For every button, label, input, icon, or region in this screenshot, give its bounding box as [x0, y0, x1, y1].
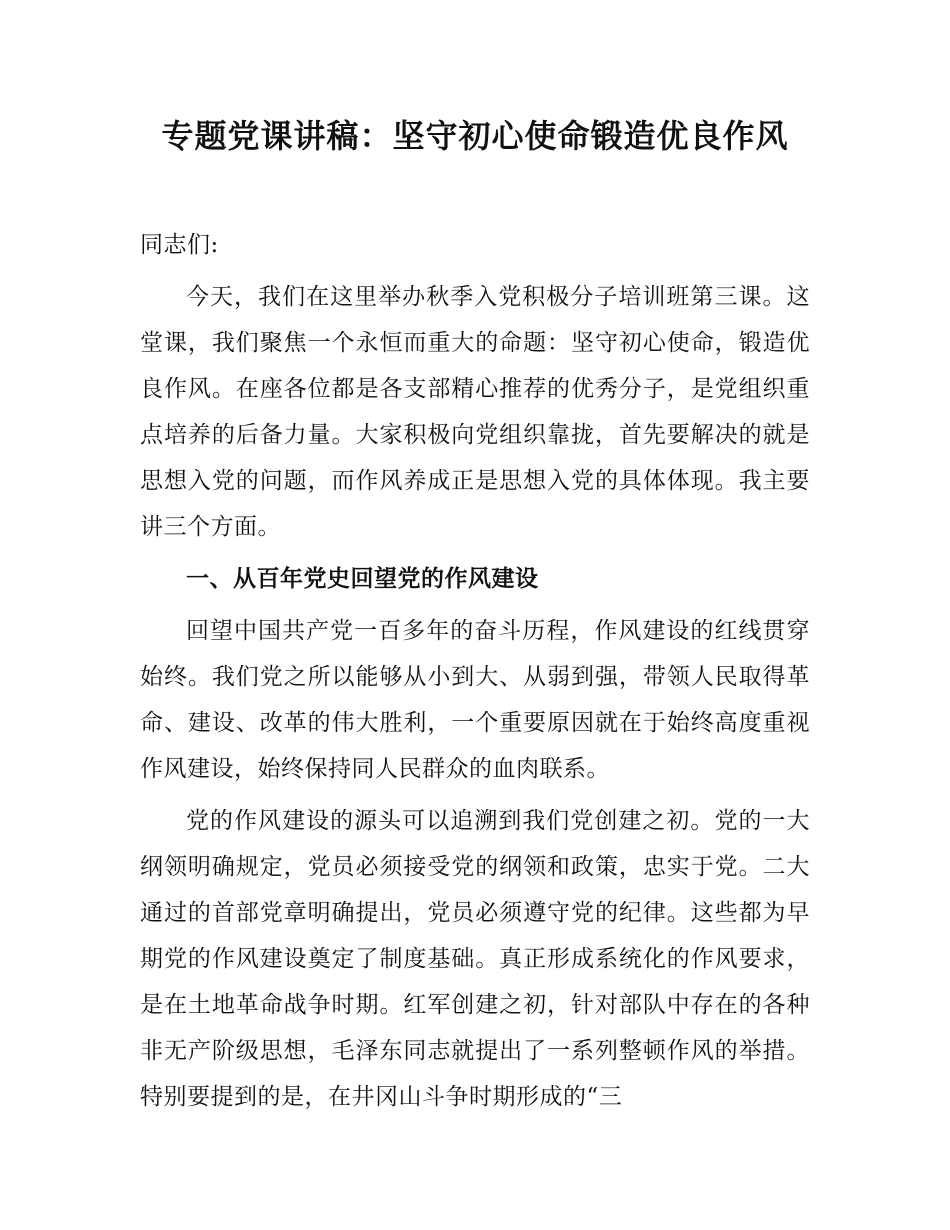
section-heading-1: 一、从百年党史回望党的作风建设: [186, 566, 539, 592]
greeting: 同志们:: [140, 232, 219, 258]
paragraph-section1-2: 党的作风建设的源头可以追溯到我们党创建之初。党的一大纲领明确规定，党员必须接受党的纲领和政策，忠实于党。二大通过的首部党章明确提出，党员必须遵守党的纪律。这些都为早期党的作风建设奠定了制度基础。真正形成系统化的作风要求，是在土地革命战争时期。红军创建之初，针对部队中存在的各种非无产阶级思想，毛泽东同志就提出了一系列整顿作风的举措。特别要提到的是，在井冈山斗争时期形成的“三: [140, 808, 810, 1110]
document-body: [140, 222, 810, 1126]
paragraph-intro: 今天，我们在这里举办秋季入党积极分子培训班第三课。这堂课，我们聚焦一个永恒而重大的命题：坚守初心使命，锻造优良作风。在座各位都是各支部精心推荐的优秀分子，是党组织重点培养的后备力量。大家积极向党组织靠拢，首先要解决的就是思想入党的问题，而作风养成正是思想入党的具体体现。我主要讲三个方面。: [140, 284, 810, 540]
document-title: 专题党课讲稿：坚守初心使命锻造优良作风: [161, 117, 789, 155]
paragraph-section1-1: 回望中国共产党一百多年的奋斗历程，作风建设的红线贯穿始终。我们党之所以能够从小到大、从弱到强，带领人民取得革命、建设、改革的伟大胜利，一个重要原因就在于始终高度重视作风建设，始终保持同人民群众的血肉联系。: [140, 618, 810, 782]
